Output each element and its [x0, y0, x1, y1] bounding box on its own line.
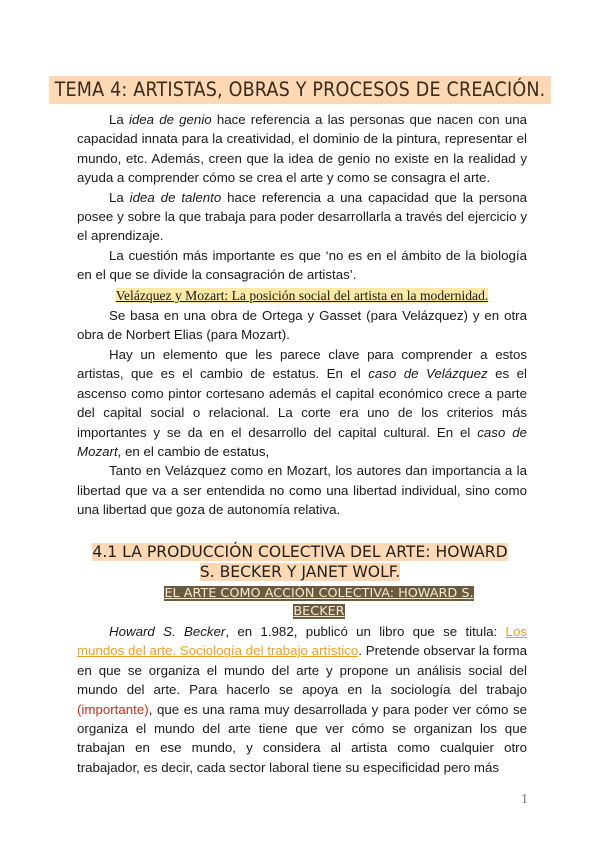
subheading-text: Velázquez y Mozart: La posición social del artista en la modernidad.	[115, 287, 489, 303]
important-note: (importante)	[77, 701, 149, 717]
paragraph-ortega: Se basa en una obra de Ortega y Gasset (para Velázquez) y en otra obra de Norbert Elias (para Mozart).	[77, 308, 527, 343]
paragraph-tanto: Tanto en Velázquez como en Mozart, los autores dan importancia a la libertad que va a ser entendida no como una libertad individual, sino como una libertad que goza de autonomía relativa.	[77, 463, 527, 518]
paragraph-becker	[77, 622, 527, 777]
text: Hay un elemento que les parece clave para comprender a estos artistas, que es el cambio de estatus. En el	[77, 346, 527, 382]
text: hace referencia a una capacidad que la persona posee y sobre la que trabaja para poder desarrollarla a través del ejercicio y el aprendizaje.	[77, 189, 527, 244]
paragraph-talento	[77, 188, 527, 246]
section-heading-line2: S. BECKER Y JANET WOLF.	[199, 563, 401, 581]
text: hace referencia a las personas que nacen con una capacidad innata para la creatividad, el dominio de la pintura, representar el mundo, etc. Además, creen que la idea de genio no existe en la realidad y ayuda a comprender cómo se crea el arte y como se consagra el arte.	[77, 112, 528, 186]
title-block	[0, 76, 600, 104]
subsection-heading	[120, 585, 518, 621]
subsection-heading-line1: EL ARTE COMO ACCIÓN COLECTIVA: HOWARD S.	[164, 586, 474, 601]
text: es el ascenso como pintor cortesano además el capital económico crece a parte del capital social o relacional. La corte era uno de los criterios más importantes y se da en el desarrollo del capital cultural. En el	[77, 366, 527, 440]
text: , en el cambio de estatus,	[117, 443, 270, 459]
becker-block	[77, 622, 527, 777]
subsection-heading-line2: BECKER	[293, 604, 345, 619]
book-title: Los mundos del arte. Sociología del trabajo artístico	[77, 624, 527, 659]
subheading-velazquez-mozart	[77, 286, 527, 305]
author-name: Howard S. Becker	[109, 624, 226, 639]
paragraph-genio	[77, 110, 527, 188]
paragraph-elemento	[77, 345, 527, 461]
text: La	[109, 112, 129, 127]
emphasis: idea de talento	[129, 189, 222, 205]
text: . Pretende observar la forma en que se organiza el mundo del arte y propone un análisis social del mundo del arte. Para hacerlo se apoya en la sociología del trabajo	[77, 643, 528, 698]
text: , que es una rama muy desarrollada y para poder ver cómo se organiza el mundo del arte tiene que ver cómo se organizan los que trabajan en ese mundo, y considera al artista como cualquier otro trabajador, es decir, cada sector laboral tiene su especificidad pero más	[77, 701, 527, 775]
emphasis: caso de Velázquez	[368, 366, 488, 382]
intro-block	[77, 110, 527, 520]
paragraph-cuestion: La cuestión más importante es que ‘no es en el ámbito de la biología en el que se divide la consagración de artistas’.	[77, 247, 527, 283]
emphasis: idea de genio	[128, 112, 212, 127]
text: , en 1.982, publicó un libro que se titula:	[225, 624, 506, 639]
text: La	[109, 189, 130, 205]
page-number: 1	[521, 792, 528, 807]
page-title: TEMA 4: ARTISTAS, OBRAS Y PROCESOS DE CREACIÓN.	[49, 76, 552, 104]
section-heading-line1: 4.1 LA PRODUCCIÓN COLECTIVA DEL ARTE: HOWARD	[92, 543, 508, 561]
emphasis: caso de Mozart	[77, 424, 527, 459]
section-heading	[60, 542, 540, 582]
